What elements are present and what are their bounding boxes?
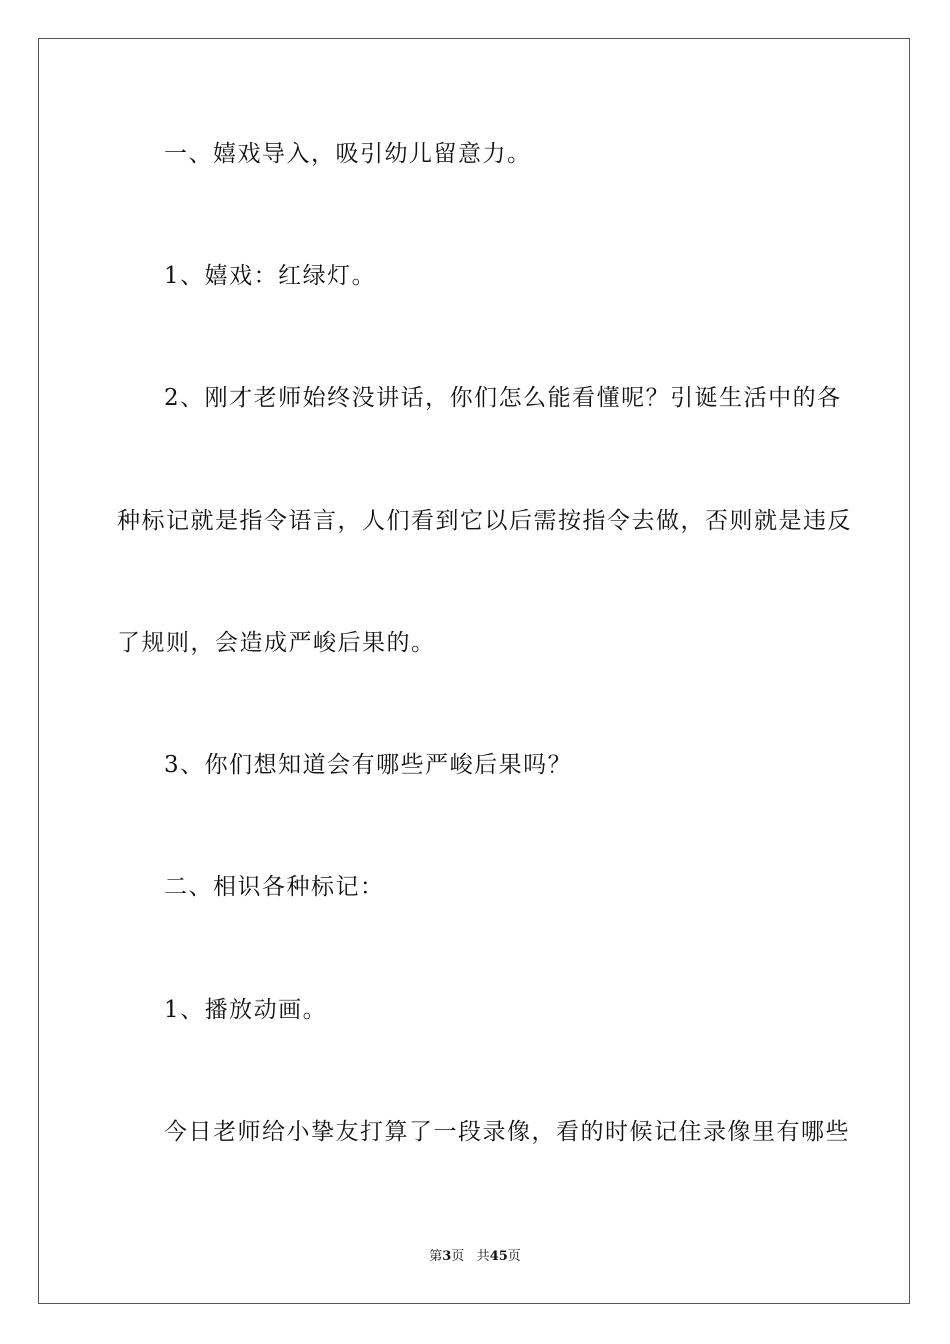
total-pages: 45 [489, 1249, 508, 1264]
page-number: 3 [442, 1249, 452, 1264]
paragraph-line: 了规则，会造成严峻后果的。 [117, 630, 436, 656]
page-border [38, 38, 910, 1304]
total-prefix: 共 [476, 1249, 490, 1264]
page-footer [0, 1248, 950, 1266]
list-item: 1、嬉戏：红绿灯。 [164, 263, 377, 289]
list-item: 1、播放动画。 [164, 997, 328, 1023]
paragraph-line: 种标记就是指令语言，人们看到它以后需按指令去做，否则就是违反 [117, 508, 852, 534]
page-prefix: 第 [429, 1249, 443, 1264]
section-heading-1: 一、嬉戏导入，吸引幼儿留意力。 [164, 141, 532, 167]
total-suffix: 页 [507, 1249, 521, 1264]
paragraph-line: 今日老师给小挚友打算了一段录像，看的时候记住录像里有哪些 [164, 1119, 850, 1145]
section-heading-2: 二、相识各种标记： [164, 874, 385, 900]
page-suffix: 页 [451, 1249, 465, 1264]
list-item: 3、你们想知道会有哪些严峻后果吗？ [164, 752, 573, 778]
paragraph-line: 2、刚才老师始终没讲话，你们怎么能看懂呢？引诞生活中的各 [164, 385, 842, 411]
